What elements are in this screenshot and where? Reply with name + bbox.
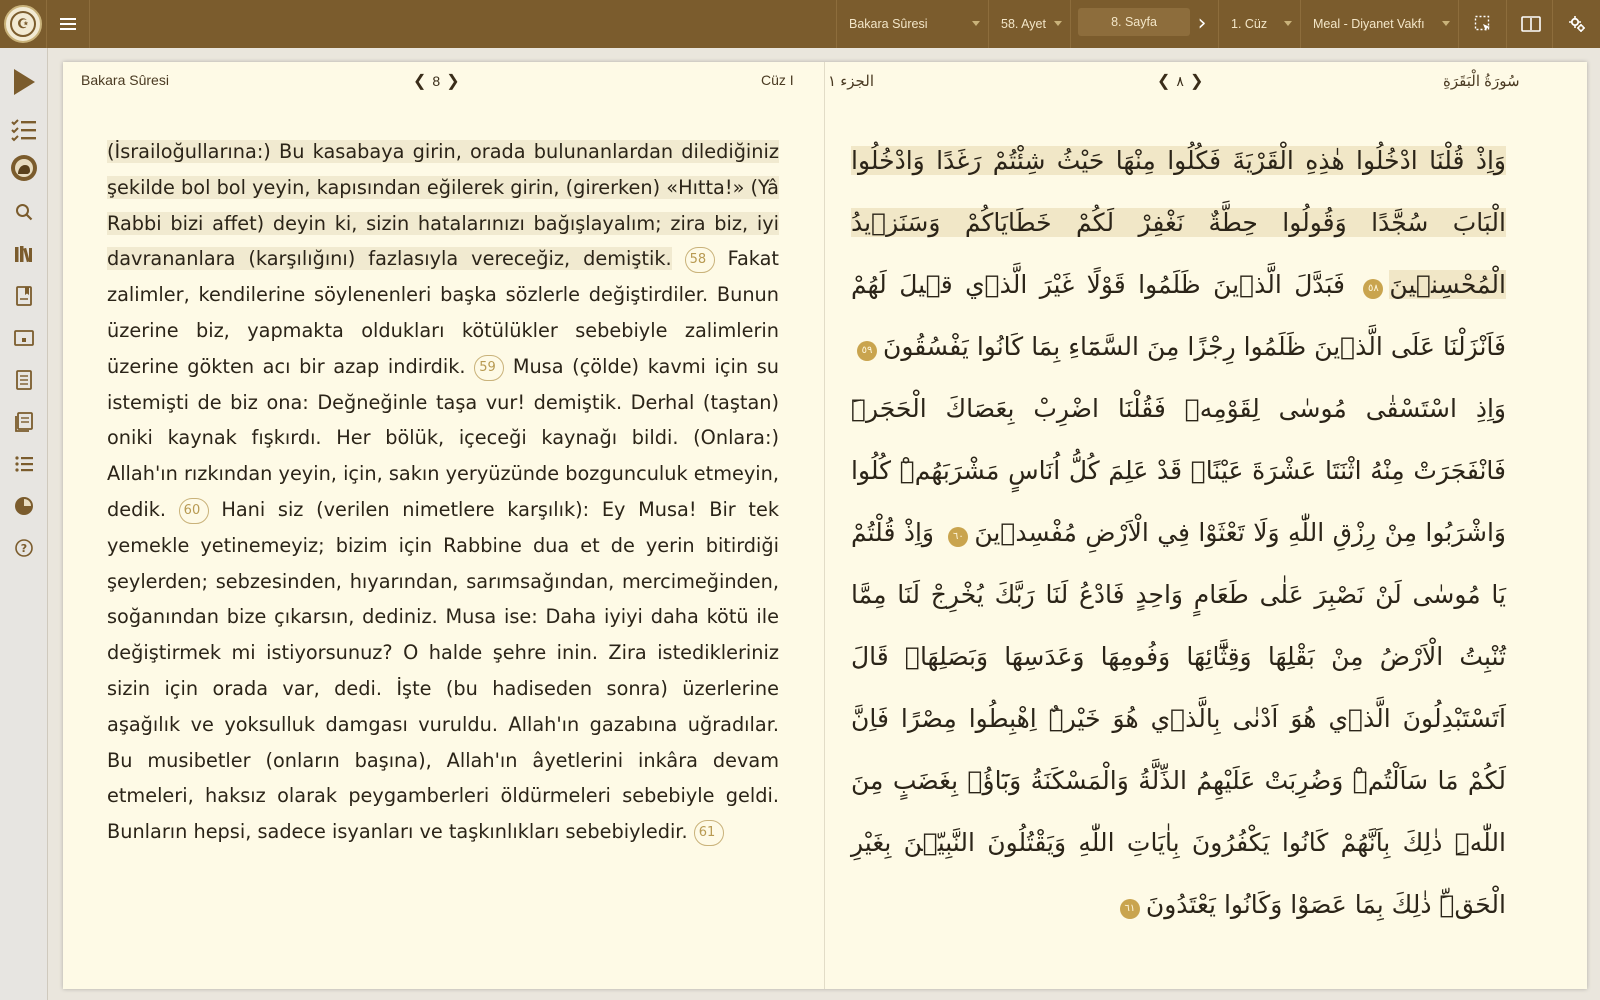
ayah-marker-58[interactable]: ٥٨ xyxy=(1363,279,1383,299)
meal-select-value: Meal - Diyanet Vakfı xyxy=(1313,17,1425,31)
right-page-nav xyxy=(1157,71,1203,91)
slides-icon[interactable] xyxy=(0,318,48,358)
right-page-juz: الجزء ١ xyxy=(828,73,874,90)
list-checks-icon[interactable] xyxy=(0,110,48,150)
top-bar xyxy=(0,0,1600,48)
verse-number-58[interactable]: 58 xyxy=(685,247,715,273)
verse-number-59[interactable]: 59 xyxy=(474,355,504,381)
verse-number-61[interactable]: 61 xyxy=(694,820,724,846)
search-icon[interactable] xyxy=(0,192,48,232)
ayah-marker-59[interactable]: ٥٩ xyxy=(857,341,877,361)
next-page-icon[interactable]: ❯ xyxy=(446,73,460,90)
settings-icon[interactable] xyxy=(1552,0,1600,48)
ayet-select[interactable] xyxy=(988,0,1070,48)
previous-page-icon[interactable]: ❮ xyxy=(413,73,427,90)
chevron-down-icon xyxy=(972,21,980,26)
right-page-number: ٨ xyxy=(1176,72,1184,89)
meal-text xyxy=(107,134,779,850)
reciter-icon[interactable] xyxy=(0,148,48,188)
page-select[interactable] xyxy=(1078,8,1190,36)
next-page-icon[interactable]: ❯ xyxy=(1189,73,1204,90)
left-page-number: 8 xyxy=(432,73,441,89)
left-sidebar xyxy=(0,48,48,1000)
arabic-text xyxy=(851,130,1506,936)
ayet-select-value: 58. Ayet xyxy=(1001,17,1046,31)
progress-icon[interactable] xyxy=(0,486,48,526)
right-page-sura-title: سُورَةُ الْبَقَرَةِ xyxy=(1443,73,1520,90)
document-icon[interactable] xyxy=(0,360,48,400)
help-icon[interactable] xyxy=(0,528,48,568)
previous-page-icon[interactable]: ❮ xyxy=(1157,73,1171,90)
verse-61-text[interactable]: Hani siz (verilen nimetlere karşılık): Ey Musa! Bir tek yemekle yetinemeyiz; bizim için Rabbine dua et de yerin bitirdiği şeylerden; sebzesinden, hıyarından, sarımsağından, mercimeğinden, soğanından bize çıkarsın, dediniz. Musa ise: Daha iyiyi daha kötü ile değiştirmek mi istiyorsunuz? O halde şehre inin. Zira istedikleriniz sizin için orada var, dedi. İşte (bu hadiseden sonra) üzerlerine aşağılık ve yoksulluk damgası vuruldu. Allah'ın gazabına uğradılar. Bu musibetler (onların başına), Allah'ın âyetlerini inkâra devam etmeleri, haksız olarak peygamberleri öldürmeleri sebebiyle geldi. Bunların hepsi, sadece isyanları ve taşkınlıkları sebebiyledir. xyxy=(107,497,779,844)
sure-select[interactable] xyxy=(836,0,988,48)
next-page-icon[interactable]: › xyxy=(1197,11,1207,36)
ayah-61-text[interactable]: وَاِذْ قُلْتُمْ يَا مُوسٰى لَنْ نَصْبِرَ عَلٰى طَعَامٍ وَاحِدٍ فَادْعُ لَنَا رَبَّكَ يُخْرِجْ لَنَا مِمَّا تُنْبِتُ الْاَرْضُ مِنْ بَقْلِهَا وَقِثَّٓائِهَا وَفُومِهَا وَعَدَسِهَا وَبَصَلِهَاۜ قَالَ اَتَسْتَبْدِلُونَ الَّذ۪ي هُوَ اَدْنٰى بِالَّذ۪ي هُوَ خَيْرٌۜ اِهْبِطُوا مِصْرًا فَاِنَّ لَكُمْ مَا سَاَلْتُمْۜ وَضُرِبَتْ عَلَيْهِمُ الذِّلَّةُ وَالْمَسْكَنَةُ وَبَٓاؤُ۫ بِغَضَبٍ مِنَ اللّٰهِۜ ذٰلِكَ بِاَنَّهُمْ كَانُوا يَكْفُرُونَ بِاٰيَاتِ اللّٰهِ وَيَقْتُلُونَ النَّبِيّ۪نَ بِغَيْرِ الْحَقِّۜ ذٰلِكَ بِمَا عَصَوْا وَكَانُوا يَعْتَدُونَ xyxy=(851,518,1506,919)
ayah-59-text[interactable]: فَبَدَّلَ الَّذ۪ينَ ظَلَمُوا قَوْلًا غَيْرَ الَّذ۪ي ق۪يلَ لَهُمْ فَاَنْزَلْنَا عَلَى الَّذ۪ينَ ظَلَمُوا رِجْزًا مِنَ السَّمَٓاءِ بِمَا كَانُوا يَفْسُقُونَ xyxy=(851,270,1506,361)
chevron-down-icon xyxy=(1054,21,1062,26)
selection-tool-icon[interactable] xyxy=(1458,0,1506,48)
ayah-58-text[interactable]: وَاِذْ قُلْنَا ادْخُلُوا هٰذِهِ الْقَرْيَةَ فَكُلُوا مِنْهَا حَيْثُ شِئْتُمْ رَغَدًا وَادْخُلُوا الْبَابَ سُجَّدًا وَقُولُوا حِطَّةٌ نَغْفِرْ لَكُمْ خَطَايَاكُمْ وَسَنَز۪يدُ الْمُحْسِن۪ينَ xyxy=(851,146,1506,299)
mushaf-book xyxy=(63,62,1587,989)
reading-mode-icon[interactable] xyxy=(1506,0,1554,48)
svg-text:?: ? xyxy=(20,542,28,555)
bookmark-page-icon[interactable] xyxy=(0,276,48,316)
library-icon[interactable] xyxy=(0,234,48,274)
verse-58-text[interactable]: (İsrailoğullarına:) Bu kasabaya girin, orada bulunanlardan dilediğiniz şekilde bol bol yeyin, kapısından eğilerek girin, (girerken) «Hıtta!» (Yâ Rabbi bizi affet) deyin ki, sizin hatalarınızı bağışlayalım; zira biz, iyi davrananlara (karşılığını) fazlasıyla vereceğiz, demiştik. xyxy=(107,140,779,271)
verse-59-text[interactable]: Fakat zalimler, kendilerine söylenenleri başka sözlerle değiştirdiler. Bunun üzerine biz, yapmakta oldukları kötülükler sebebiyle zalimlerin üzerine gökten acı bir azap indirdik. xyxy=(107,247,779,378)
verse-number-60[interactable]: 60 xyxy=(179,498,209,524)
book-notes-icon[interactable] xyxy=(0,402,48,442)
diyanet-logo-icon[interactable]: ☪ xyxy=(4,5,42,43)
play-icon[interactable] xyxy=(0,60,48,104)
chevron-down-icon xyxy=(1284,21,1292,26)
cuz-select-value: 1. Cüz xyxy=(1231,17,1268,31)
ayah-60-text[interactable]: وَاِذِ اسْتَسْقٰى مُوسٰى لِقَوْمِه۪ فَقُلْنَا اضْرِبْ بِعَصَاكَ الْحَجَرَۜ فَانْفَجَرَتْ مِنْهُ اثْنَتَا عَشْرَةَ عَيْنًاۜ قَدْ عَلِمَ كُلُّ اُنَاسٍ مَشْرَبَهُمْۜ كُلُوا وَاشْرَبُوا مِنْ رِزْقِ اللّٰهِ وَلَا تَعْثَوْا فِي الْاَرْضِ مُفْسِد۪ينَ xyxy=(851,394,1507,547)
chevron-down-icon xyxy=(1442,21,1450,26)
ayah-marker-61[interactable]: ٦١ xyxy=(1120,899,1140,919)
left-page-nav xyxy=(413,71,460,91)
hamburger-menu-icon[interactable] xyxy=(46,0,90,48)
list-icon[interactable] xyxy=(0,444,48,484)
book-spine xyxy=(824,62,825,989)
verse-60-text[interactable]: Musa (çölde) kavmi için su istemişti de biz ona: Değneğinle taşa vur! demiştik. Derhal (taştan) oniki kaynak fışkırdı. Her bölük, içeceği kaynağı bildi. (Onlara:) Allah'ın rızkından yeyin, için, sakın yeryüzünde bozgunculuk etmeyin, dedik. xyxy=(107,354,779,521)
cuz-select[interactable] xyxy=(1218,0,1300,48)
left-page-cuz: Cüz I xyxy=(761,72,794,88)
meal-select[interactable] xyxy=(1300,0,1458,48)
page-select-value: 8. Sayfa xyxy=(1111,15,1157,29)
ayah-marker-60[interactable]: ٦٠ xyxy=(948,527,968,547)
sure-select-value: Bakara Sûresi xyxy=(849,17,928,31)
left-page-sure-title: Bakara Sûresi xyxy=(81,72,169,88)
